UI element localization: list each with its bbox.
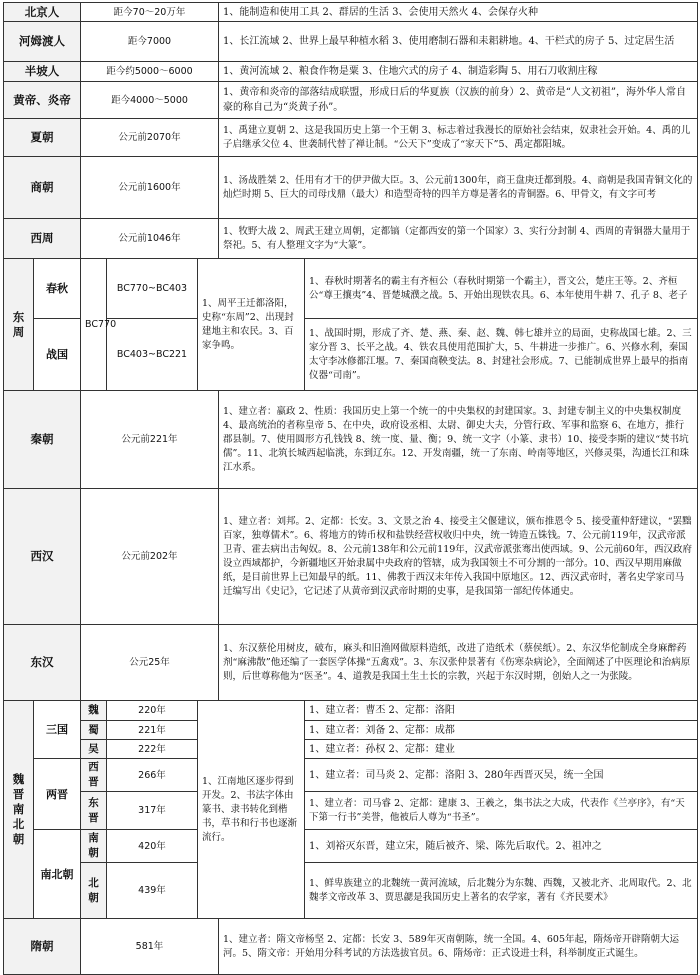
table-row xyxy=(4,259,698,319)
state-time: 221年 xyxy=(107,721,198,740)
era-name: 半坡人 xyxy=(4,62,81,82)
era-name: 黄帝、炎帝 xyxy=(4,82,81,119)
state-time: 222年 xyxy=(107,740,198,759)
state-time: 220年 xyxy=(107,701,198,721)
state-desc: 1、建立者：孙权 2、定都：建业 xyxy=(305,740,698,759)
table-row xyxy=(4,792,698,830)
era-time: 公元25年 xyxy=(81,625,219,701)
state-time: 420年 xyxy=(107,830,198,863)
state-time: 266年 xyxy=(107,759,198,792)
era-name: 东周 xyxy=(4,259,34,391)
era-desc: 1、黄帝和炎帝的部落结成联盟，形成日后的华夏族（汉族的前身）2、黄帝是“人文初祖”，海外华人常自豪的称自己为“炎黄子孙”。 xyxy=(219,82,698,119)
table-row xyxy=(4,863,698,919)
group-name: 南北朝 xyxy=(34,830,81,919)
era-name: 东汉 xyxy=(4,625,81,701)
table-row xyxy=(4,22,698,62)
era-common-desc: 1、周平王迁都洛阳，史称“东周”2、出现封建地主和农民。3、百家争鸣。 xyxy=(198,259,305,391)
state-name: 吴 xyxy=(81,740,107,759)
period-name: 战国 xyxy=(34,319,81,391)
group-name: 三国 xyxy=(34,701,81,759)
table-row xyxy=(4,119,698,157)
group-name: 两晋 xyxy=(34,759,81,830)
era-desc: 1、东汉蔡伦用树皮，破布，麻头和旧渔网做原料造纸，改进了造纸术（蔡侯纸）。2、东汉华佗制成全身麻醉药剂“麻沸散”他还编了一套医学体操“五禽戏”。3、东汉张仲景著有《伤寒杂病论》，全面阐述了中医理论和治病原则，后世尊称他为“医圣”。4、道教是我国土生土长的宗教，兴起于东汉时期，创始人之一为张陵。 xyxy=(219,625,698,701)
state-desc: 1、建立者：司马炎 2、定都：洛阳 3、280年西晋灭吴，统一全国 xyxy=(305,759,698,792)
state-desc: 1、建立者：刘备 2、定都：成都 xyxy=(305,721,698,740)
era-name: 魏晋南北朝 xyxy=(4,701,34,919)
table-row xyxy=(4,701,698,721)
era-time: 距今70～20万年 xyxy=(81,3,219,22)
period-time: BC403~BC221 xyxy=(107,319,198,391)
era-time: 公元前1600年 xyxy=(81,157,219,219)
table-row xyxy=(4,721,698,740)
era-desc: 1、牧野大战 2、周武王建立周朝，定都镐（定都西安的第一个国家）3、实行分封制 4、西周的青铜器大量用于祭祀。5、有人整理文字为“大篆”。 xyxy=(219,219,698,259)
era-time: 公元前1046年 xyxy=(81,219,219,259)
state-name: 东晋 xyxy=(81,792,107,830)
table-row xyxy=(4,740,698,759)
state-name: 南朝 xyxy=(81,830,107,863)
state-time: 317年 xyxy=(107,792,198,830)
table-row xyxy=(4,219,698,259)
era-name: 秦朝 xyxy=(4,391,81,489)
era-desc: 1、汤战胜桀 2、任用有才干的伊尹做大臣。3、公元前1300年，商王盘庚迁都到殷。4、商朝是我国青铜文化的灿烂时期 5、巨大的司母戊鼎（最大）和造型奇特的四羊方尊是著名的青铜器。6、甲骨文，有文字可考 xyxy=(219,157,698,219)
state-name: 魏 xyxy=(81,701,107,721)
era-name: 夏朝 xyxy=(4,119,81,157)
state-name: 西晋 xyxy=(81,759,107,792)
period-name: 春秋 xyxy=(34,259,81,319)
table-row xyxy=(4,157,698,219)
era-name: 西汉 xyxy=(4,489,81,625)
era-desc: 1、建立者：嬴政 2、性质：我国历史上第一个统一的中央集权的封建国家。3、封建专制主义的中央集权制度 4、最高统治的者称皇帝 5、在中央，政府设丞相、太尉、御史大夫，分管行政、军事和监察 6、在地方，推行郡县制。7、使用圆形方孔钱钱 8、统一度、量、衡；9、统一文字（小篆、隶书）10、接受李斯的建议“焚书坑儒”。11、北筑长城西起临洮，东到辽东。12、开发南疆，统一了东南、岭南等地区，兴修灵渠，沟通长江和珠江水系。 xyxy=(219,391,698,489)
table-row xyxy=(4,625,698,701)
era-time: 581年 xyxy=(81,919,219,975)
period-desc: 1、春秋时期著名的霸主有齐桓公（春秋时期第一个霸主），晋文公，楚庄王等。2、齐桓公“尊王攘夷”4、晋楚城濮之战。5、开始出现铁农具。6、本年使用牛耕 7、孔子 8、老子 xyxy=(305,259,698,319)
era-desc: 1、建立者：刘邦。2、定都：长安。3、文景之治 4、接受主父偃建议，颁布推恩令 5、接受董仲舒建议，“罢黜百家，独尊儒术”。6、将地方的铸币权和盐铁经营权收归中央，统一铸造五铢钱。7、公元前119年，汉武帝派卫青、霍去病出击匈奴。8、公元前138年和公元前119年，汉武帝派张骞出使西域。9、公元前60年，西汉政府设立西域都护，今新疆地区开始隶属中央政府的管辖，成为我国领土不可分割的一部分。10、西汉早期用麻做纸，是目前世界上已知最早的纸。11、佛教于西汉末年传入我国中原地区。12、西汉武帝时，著名史学家司马迁编写出《史记》，它记述了从黄帝到汉武帝时期的史事，是我国第一部纪传体通史。 xyxy=(219,489,698,625)
era-name: 北京人 xyxy=(4,3,81,22)
table-row xyxy=(4,62,698,82)
table-row xyxy=(4,759,698,792)
table-row xyxy=(4,391,698,489)
era-time: 距今约5000～6000 xyxy=(81,62,219,82)
state-name: 北朝 xyxy=(81,863,107,919)
state-time: 439年 xyxy=(107,863,198,919)
table-row xyxy=(4,919,698,975)
era-time: 公元前202年 xyxy=(81,489,219,625)
era-name: 西周 xyxy=(4,219,81,259)
state-desc: 1、鲜卑族建立的北魏统一黄河流域，后北魏分为东魏、西魏，又被北齐、北周取代。2、北魏孝文帝改革 3、贾思勰是我国历史上著名的农学家，著有《齐民要术》 xyxy=(305,863,698,919)
era-name: 隋朝 xyxy=(4,919,81,975)
era-desc: 1、禹建立夏朝 2、这是我国历史上第一个王朝 3、标志着过我漫长的原始社会结束，奴隶社会开始。4、禹的儿子启继承父位 4、世袭制代替了禅让制。“公天下”变成了“家天下”5、禹定都阳城。 xyxy=(219,119,698,157)
state-desc: 1、刘裕灭东晋，建立宋，随后被齐、梁、陈先后取代。2、祖冲之 xyxy=(305,830,698,863)
era-desc: 1、长江流域 2、世界上最早种植水稻 3、使用磨制石器和耒耜耕地。4、干栏式的房子 5、过定居生活 xyxy=(219,22,698,62)
period-time: BC770~BC403 xyxy=(107,259,198,319)
era-name: 商朝 xyxy=(4,157,81,219)
era-desc: 1、黄河流域 2、粮食作物是粟 3、住地穴式的房子 4、制造彩陶 5、用石刀收割庄稼 xyxy=(219,62,698,82)
period-desc: 1、战国时期，形成了齐、楚、燕、秦、赵、魏、韩七雄并立的局面，史称战国七雄。2、三家分晋 3、长平之战。4、铁农具使用范围扩大，5、牛耕进一步推广。6、兴修水利，秦国太守李冰修都江堰。7、秦国商鞅变法。8、封建社会形成。7、已能制成世界上最早的指南仪器“司南”。 xyxy=(305,319,698,391)
era-name: 河姆渡人 xyxy=(4,22,81,62)
history-table xyxy=(3,2,698,975)
era-time: 距今7000 xyxy=(81,22,219,62)
state-desc: 1、建立者：司马睿 2、定都：建康 3、王羲之，集书法之大成，代表作《兰亭序》，有“天下第一行书”美誉，他被后人尊为“书圣”。 xyxy=(305,792,698,830)
era-desc: 1、能制造和使用工具 2、群居的生活 3、会使用天然火 4、会保存火种 xyxy=(219,3,698,22)
state-name: 蜀 xyxy=(81,721,107,740)
era-time: BC770 xyxy=(81,259,107,391)
era-time: 公元前2070年 xyxy=(81,119,219,157)
era-time: 距今4000～5000 xyxy=(81,82,219,119)
state-desc: 1、建立者：曹丕 2、定都：洛阳 xyxy=(305,701,698,721)
table-row xyxy=(4,830,698,863)
era-time: 公元前221年 xyxy=(81,391,219,489)
table-row xyxy=(4,82,698,119)
era-desc: 1、建立者：隋文帝杨坚 2、定都：长安 3、589年灭南朝陈，统一全国。4、605年起，隋炀帝开辟隋朝大运河。5、隋文帝：开始用分科考试的方法选拔官员。6、隋炀帝：正式设进士科，科举制度正式诞生。 xyxy=(219,919,698,975)
table-row xyxy=(4,3,698,22)
table-row xyxy=(4,489,698,625)
era-common-desc: 1、江南地区逐步得到开发。2、书法字体由篆书、隶书转化到楷书，草书和行书也逐渐流行。 xyxy=(198,701,305,919)
